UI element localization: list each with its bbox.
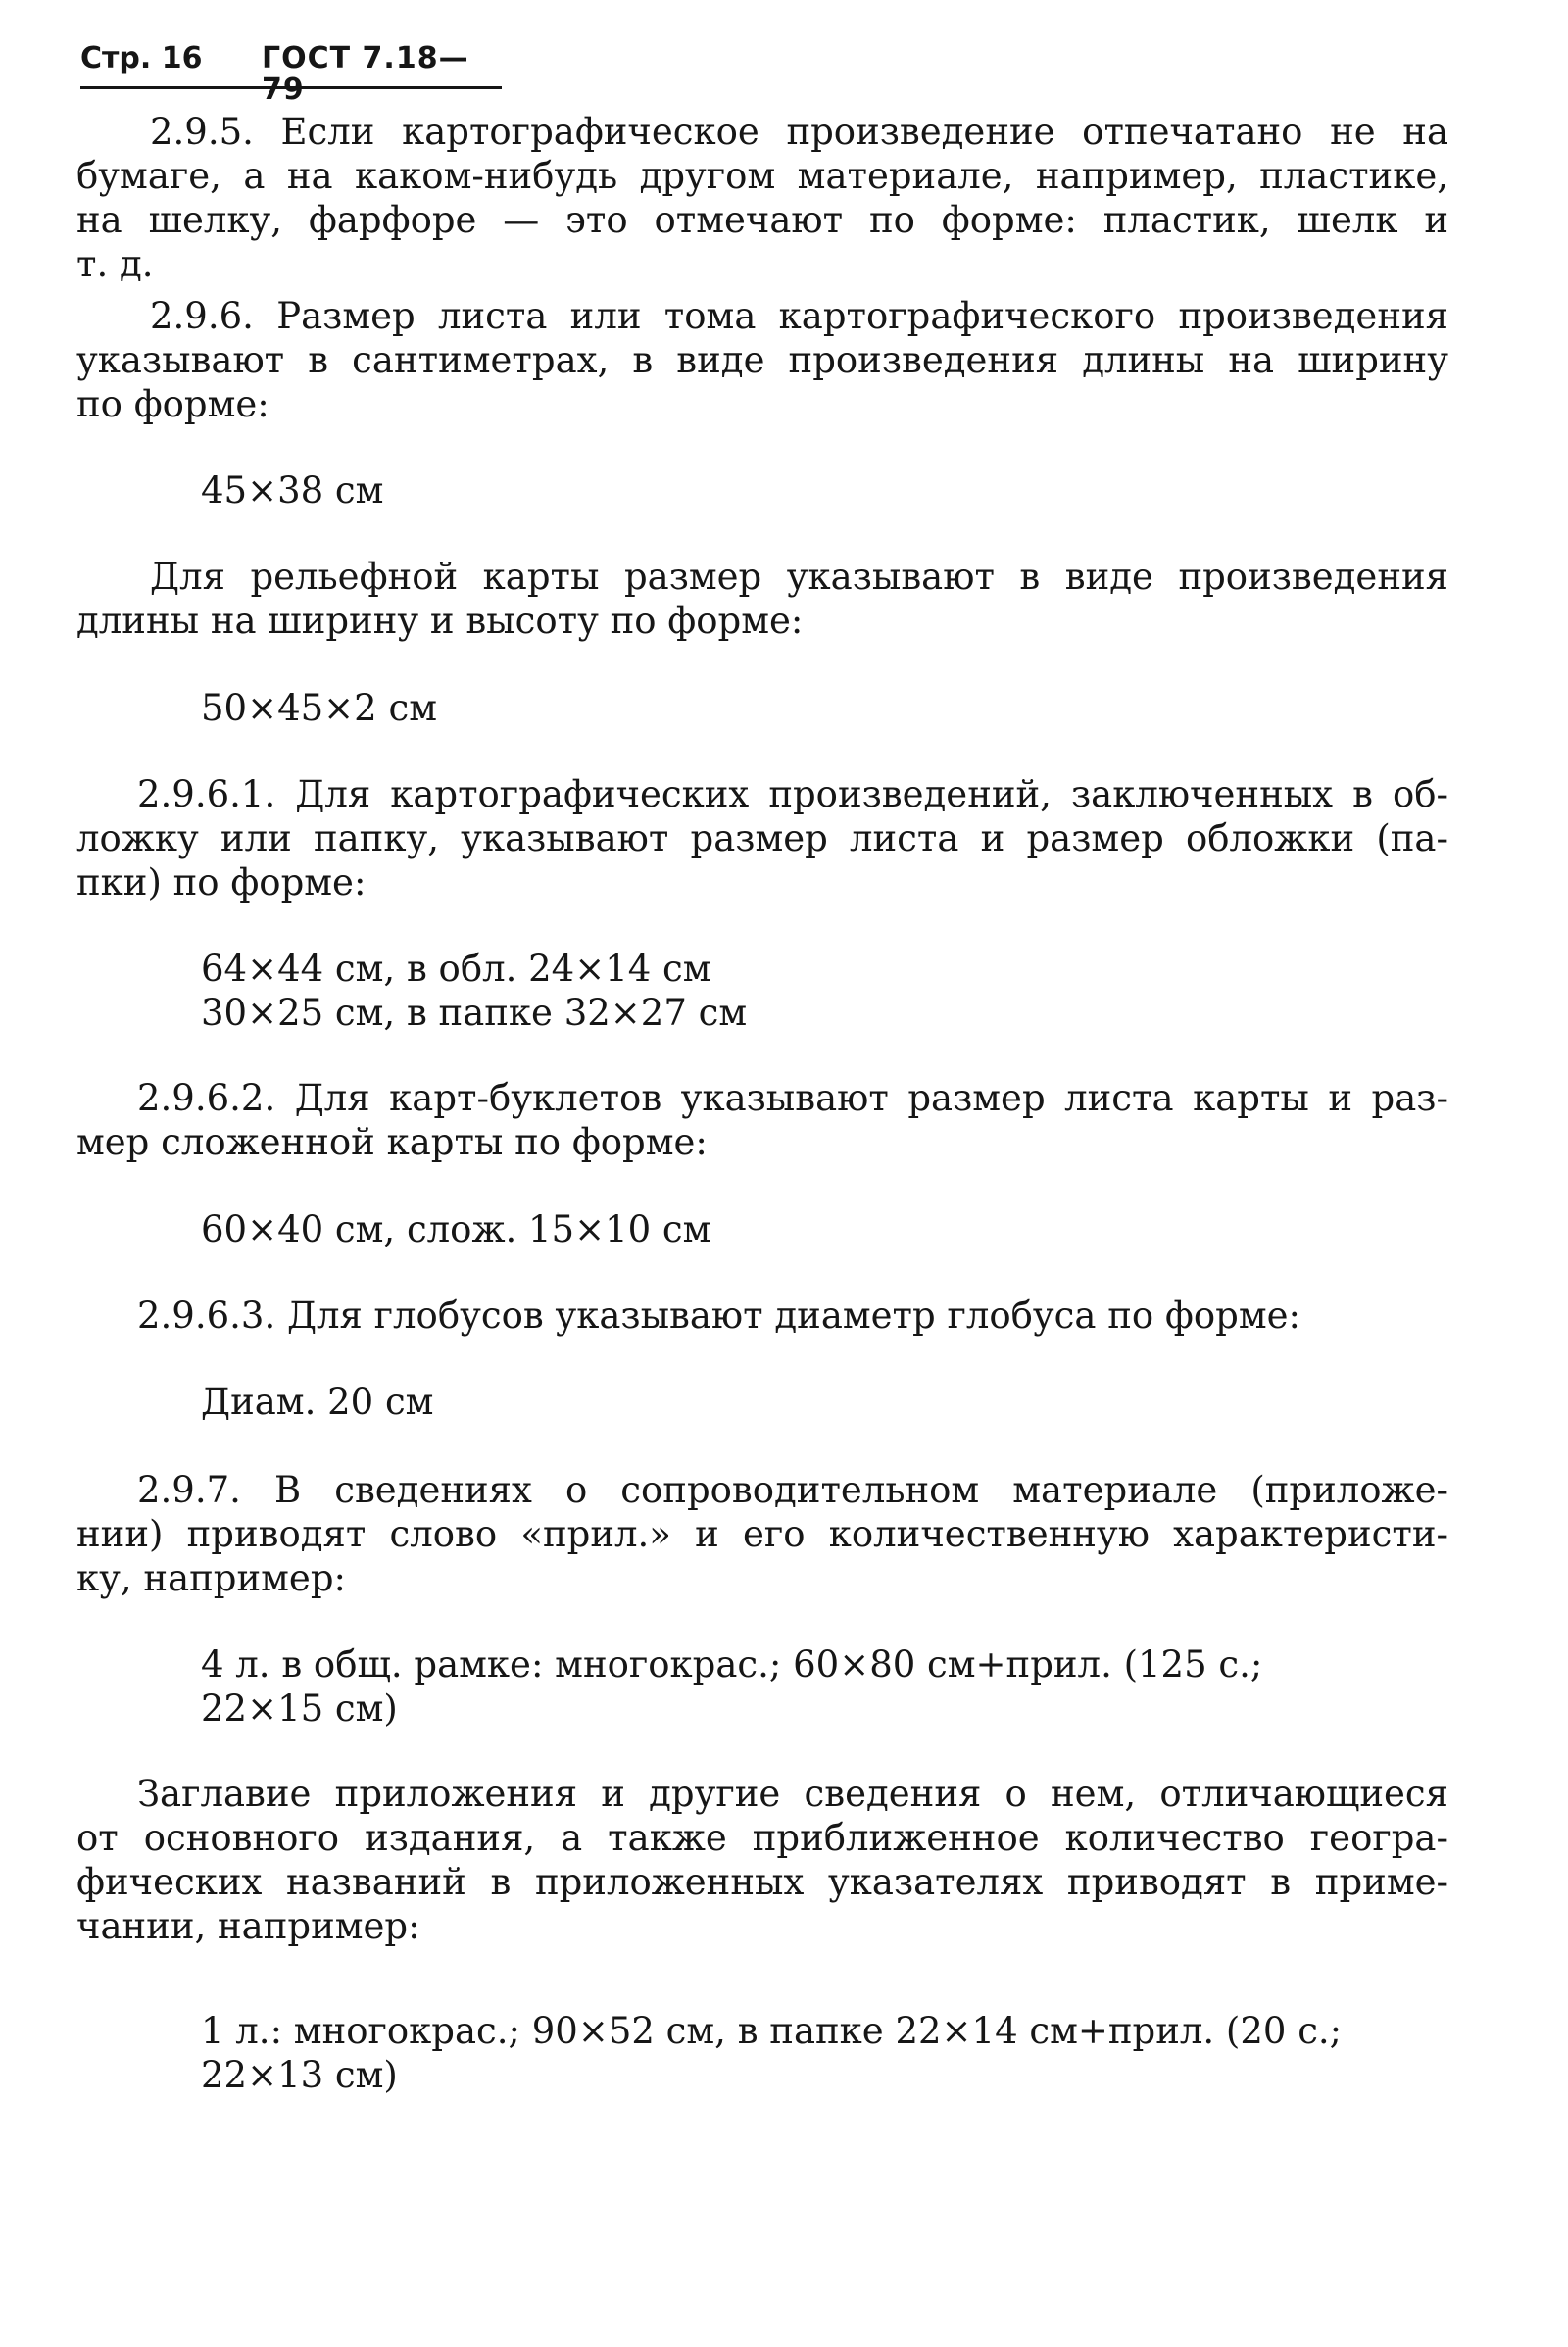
example-line: 22×15 см) — [201, 1687, 398, 1730]
example-line: 22×13 см) — [201, 2054, 398, 2096]
example-sheet-size: 45×38 см — [201, 469, 384, 512]
paragraph-2-9-6-1 — [76, 772, 1448, 905]
text-line: длины на ширину и высоту по форме: — [76, 600, 804, 642]
text-line: бумаге, а на каком-нибудь другом материале, например, пластике, — [76, 155, 1448, 197]
example-line: 64×44 см, в обл. 24×14 см — [201, 948, 711, 990]
text-line: фических названий в приложенных указателях приводят в приме- — [76, 1861, 1448, 1903]
page-header — [80, 27, 502, 107]
text-line: по форме: — [76, 383, 270, 425]
text-line: пки) по форме: — [76, 861, 367, 904]
text-line: 2.9.6.1. Для картографических произведений, заключенных в об- — [137, 773, 1448, 815]
paragraph-2-9-6-3 — [76, 1294, 1448, 1338]
paragraph-2-9-6 — [76, 294, 1448, 426]
text-line: 2.9.6. Размер листа или тома картографического произведения — [150, 295, 1448, 337]
example-line: 1 л.: многокрас.; 90×52 см, в папке 22×14 см+прил. (20 с.; — [201, 2010, 1343, 2052]
text-line: чании, например: — [76, 1905, 420, 1947]
example-relief-size: 50×45×2 см — [201, 687, 437, 729]
example-appendix — [201, 1642, 1262, 1731]
text-line: мер сложенной карты по форме: — [76, 1121, 708, 1163]
text-line: ложку или папку, указывают размер листа и размер обложки (па- — [76, 817, 1448, 859]
standard-code: ГОСТ 7.18—79 — [262, 41, 469, 107]
text-line: ку, например: — [76, 1557, 346, 1599]
text-line: Заглавие приложения и другие сведения о нем, отличающиеся — [137, 1773, 1448, 1815]
text-line: 2.9.6.3. Для глобусов указывают диаметр глобуса по форме: — [137, 1295, 1300, 1337]
paragraph-relief-map — [76, 555, 1448, 643]
example-appendix-note — [201, 2009, 1342, 2097]
paragraph-2-9-6-2 — [76, 1076, 1448, 1164]
example-line: 30×25 см, в папке 32×27 см — [201, 992, 748, 1034]
paragraph-2-9-5 — [76, 110, 1448, 286]
page-number: Стр. 16 — [80, 41, 203, 75]
paragraph-2-9-7 — [76, 1468, 1448, 1600]
text-line: на шелку, фарфоре — это отмечают по форме: пластик, шелк и — [76, 199, 1448, 241]
example-globe-size: Диам. 20 см — [201, 1381, 434, 1423]
text-line: от основного издания, а также приближенное количество геогра- — [76, 1817, 1448, 1859]
text-line: т. д. — [76, 243, 154, 285]
text-line: 2.9.7. В сведениях о сопроводительном материале (приложе- — [137, 1469, 1448, 1511]
text-line: 2.9.5. Если картографическое произведение отпечатано не на — [150, 111, 1448, 153]
example-line: 4 л. в общ. рамке: многокрас.; 60×80 см+прил. (125 с.; — [201, 1643, 1263, 1686]
example-cover-size — [201, 947, 747, 1035]
text-line: указывают в сантиметрах, в виде произведения длины на ширину — [76, 339, 1448, 381]
paragraph-appendix-notes — [76, 1772, 1448, 1948]
text-line: Для рельефной карты размер указывают в виде произведения — [150, 556, 1448, 598]
text-line: 2.9.6.2. Для карт-буклетов указывают размер листа карты и раз- — [137, 1077, 1448, 1119]
text-line: нии) приводят слово «прил.» и его количественную характеристи- — [76, 1513, 1448, 1555]
example-booklet-size: 60×40 см, слож. 15×10 см — [201, 1208, 711, 1250]
